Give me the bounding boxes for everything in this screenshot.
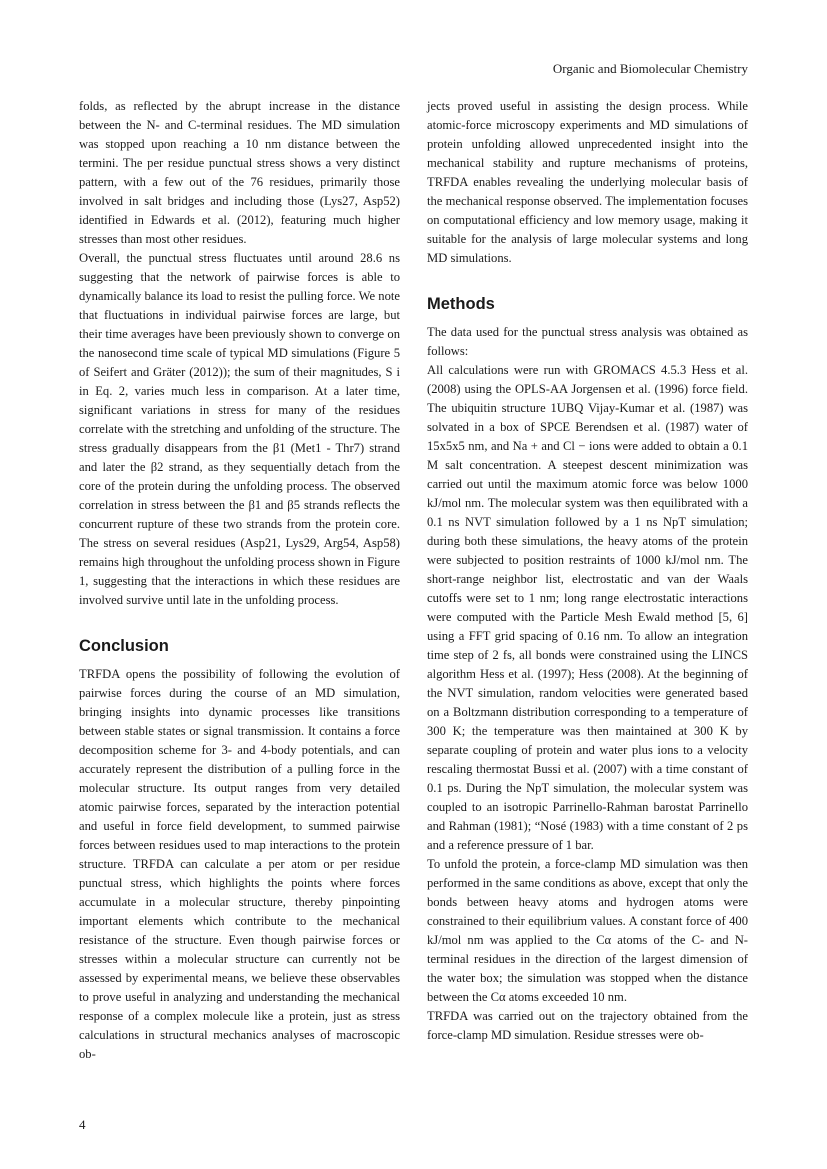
right-paragraph-4: To unfold the protein, a force-clamp MD simulation was then performed in the same conditions as above, except that only the bonds between heavy atoms and hydrogen atoms were constrained to their equilibrium values. A constant force of 400 kJ/mol nm was applied to the Cα atoms of the C- and N-terminal residues in the direction of the largest dimension of the water box; the simulation was stopped when the distance between the Cα atoms exceeded 10 nm. [427,857,748,1004]
right-column [427,97,748,1045]
page-number: 4 [79,1117,86,1132]
right-paragraph-3: All calculations were run with GROMACS 4.5.3 Hess et al. (2008) using the OPLS-AA Jorgensen et al. (1996) force field. The ubiquitin structure 1UBQ Vijay-Kumar et al. (1987) was solvated in a box of SPCE Berendsen et al. (1987) water of 15x5x5 nm, and Na + and Cl − ions were added to obtain a 0.1 M salt concentration. A steepest descent minimization was carried out until the maximum atomic force was below 1000 kJ/mol nm. The molecular system was then equilibrated with a 0.1 ns NVT simulation followed by a 1 ns NpT simulation; during both these simulations, the heavy atoms of the protein were subjected to position restraints of 1000 kJ/mol nm. The short-range neighbor list, electrostatic and van der Waals cutoffs were set to 1 nm; long range electrostatic interactions were computed with the Particle Mesh Ewald method [5, 6] using a FFT grid spacing of 0.16 nm. To allow an integration time step of 2 fs, all bonds were constrained using the LINCS algorithm Hess et al. (1997); Hess (2008). At the beginning of the NVT simulation, random velocities were generated based on a Boltzmann distribution corresponding to a temperature of 300 K; the temperature was then maintained at 300 K by separate coupling of protein and water plus ions to a velocity rescaling thermostat Bussi et al. (2007) with a time constant of 0.1 ps. During the NpT simulation, the molecular system was coupled to an isotropic Parrinello-Rahman barostat Parrinello and Rahman (1981); “Nosé (1983) with a time constant of 2 ps and a reference pressure of 1 bar. [427,363,748,852]
left-paragraph-1: folds, as reflected by the abrupt increase in the distance between the N- and C-terminal residues. The MD simulation was stopped upon reaching a 10 nm distance between the termini. The per residue punctual stress shows a very distinct pattern, with a few out of the 76 residues, primarily those involved in salt bridges and including those (Lys27, Asp52) identified in Edwards et al. (2012), featuring much higher stresses than most other residues. [79,99,400,246]
right-paragraph-2: The data used for the punctual stress analysis was obtained as follows: [427,325,748,358]
left-paragraph-3: TRFDA opens the possibility of following the evolution of pairwise forces during the course of an MD simulation, bringing insights into dynamic processes like transitions between stable states or signal transmission. It contains a force decomposition scheme for 3- and 4-body potentials, and can accurately represent the distribution of a pulling force in the molecular structure. Its output ranges from very detailed atomic pairwise forces, separated by the interaction potential and useful in force field development, to summed pairwise forces between residues used to map interactions to the protein structure. TRFDA can calculate a per atom or per residue punctual stress, which highlights the points where forces accumulate in a molecular structure, thereby pinpointing important elements which contribute to the mechanical resistance of the structure. Even though pairwise forces or stresses within a molecular structure can currently not be assessed by experimental means, we believe these observables to prove useful in analyzing and understanding the mechanical response of a complex molecule like a protein, just as stress calculations in structural mechanics analyses of macroscopic ob- [79,667,400,1061]
conclusion-heading: Conclusion [79,637,169,655]
running-header: Organic and Biomolecular Chemistry [552,61,748,76]
left-paragraph-2: Overall, the punctual stress fluctuates until around 28.6 ns suggesting that the network of pairwise forces is able to dynamically balance its load to resist the pulling force. We note that fluctuations in individual pairwise forces are large, but their time averages have been previously shown to converge on the nanosecond time scale of typical MD simulations (Figure 5 of Seifert and Gräter (2012)); the sum of their magnitudes, S i in Eq. 2, varies much less in comparison. At a later time, significant variations in stress for many of the residues correlate with the stretching and unfolding of the structure. The stress gradually disappears from the β1 (Met1 - Thr7) strand and later the β2 strand, as they sequentially detach from the core of the protein during the unfolding process. The observed correlation in stress between the β1 and β5 strands reflects the concurrent rupture of these two strands from the protein core. The stress on several residues (Asp21, Lys29, Arg54, Asp58) remains high throughout the unfolding process shown in Figure 1, suggesting that the interactions in which these residues are involved survive until late in the unfolding process. [79,251,400,607]
right-paragraph-5: TRFDA was carried out on the trajectory obtained from the force-clamp MD simulation. Residue stresses were ob- [427,1009,748,1042]
methods-heading: Methods [427,295,495,313]
right-paragraph-1: jects proved useful in assisting the design process. While atomic-force microscopy experiments and MD simulations of protein unfolding allowed unprecedented insight into the mechanical stability and rupture mechanisms of proteins, TRFDA enables revealing the underlying molecular basis of the mechanical response observed. The implementation focuses on computational efficiency and low memory usage, making it suitable for the analysis of large molecular systems and long MD simulations. [427,99,748,265]
left-column [79,97,400,1064]
